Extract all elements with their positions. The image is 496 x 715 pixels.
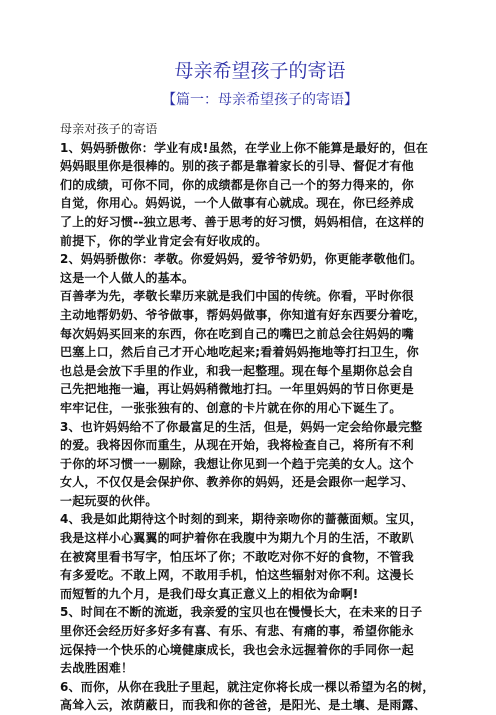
text-line: 2、妈妈骄傲你：孝敬。你爱妈妈，爱爷爷奶奶，你更能孝敬他们。 xyxy=(60,252,423,267)
text-line: 5、时间在不断的流逝，我亲爱的宝贝也在慢慢长大，在未来的日子 xyxy=(60,605,423,620)
text-line: 百善孝为先，孝敬长辈历来就是我们中国的传统。你看，平时你很 xyxy=(60,289,414,304)
text-line: 3、也许妈妈给不了你最富足的生活，但是，妈妈一定会给你最完整 xyxy=(60,419,423,434)
text-line: 也总是会放下手里的作业，和我一起整理。现在每个星期你总会自 xyxy=(60,363,414,378)
text-line: 高耸入云，浓荫蔽日，而我和你的爸爸，是阳光、是土壤、是雨露、 xyxy=(60,698,427,713)
text-line: 于你的坏习惯一一剔除，我想让你见到一个趋于完美的女人。这个 xyxy=(60,456,414,471)
document-title: 母亲希望孩子的寄语 xyxy=(174,60,346,82)
text-line: 有多爱吃。不敢上网，不敢用手机，怕这些辐射对你不利。这漫长 xyxy=(60,568,414,583)
text-line: 女人，不仅仅是会保护你、教养你的妈妈，还是会跟你一起学习、 xyxy=(60,475,414,490)
text-line: 己先把地拖一遍，再让妈妈稍微地打扫。一年里妈妈的节日你更是 xyxy=(60,382,414,397)
text-line: 6、而你，从你在我肚子里起，就注定你将长成一棵以希望为名的树， xyxy=(60,679,435,694)
text-line: 自觉，你用心。妈妈说，一个人做事有心就成。现在，你已经养成 xyxy=(60,196,414,211)
text-line: 每次妈妈买回来的东西，你在吃到自己的嘴巴之前总会往妈妈的嘴 xyxy=(60,326,414,341)
text-line: 了上的好习惯--独立思考、善于思考的好习惯，妈妈相信，在这样的 xyxy=(60,214,425,229)
text-line: 而短暂的九个月，是我们母女真正意义上的相依为命啊! xyxy=(60,586,359,601)
text-line: 4、我是如此期待这个时刻的到来，期待亲吻你的蔷薇面颊。宝贝， xyxy=(60,512,423,527)
document-subtitle: 【篇一：母亲希望孩子的寄语】 xyxy=(162,92,358,108)
text-line: 前提下，你的学业肯定会有好收成的。 xyxy=(60,233,268,248)
text-line: 在被窝里看书写字，怕压坏了你；不敢吃对你不好的食物，不管我 xyxy=(60,549,414,564)
document-body xyxy=(60,120,460,715)
text-line: 里你还会经历好多好多有喜、有乐、有悲、有痛的事，希望你能永 xyxy=(60,624,414,639)
text-line: 这是一个人做人的基本。 xyxy=(60,270,195,285)
text-line: 主动地帮奶奶、爷爷做事，帮妈妈做事，你知道有好东西要分着吃， xyxy=(60,307,427,322)
text-line: 远保持一个快乐的心境健康成长，我也会永远握着你的手同你一起 xyxy=(60,642,414,657)
text-line: 巴塞上口，然后自己才开心地吃起来;看着妈妈拖地等打扫卫生，你 xyxy=(60,345,419,360)
text-line: 一起玩耍的伙伴。 xyxy=(60,493,158,508)
text-line: 母亲对孩子的寄语 xyxy=(60,122,158,136)
text-line: 牢牢记住，一张张独有的、创意的卡片就在你的用心下诞生了。 xyxy=(60,400,402,415)
text-line: 我是这样小心翼翼的呵护着你在我腹中为期九个月的生活，不敢趴 xyxy=(60,531,414,546)
text-line: 去战胜困难！ xyxy=(60,661,134,676)
text-line: 1、妈妈骄傲你：学业有成!虽然，在学业上你不能算是最好的，但在 xyxy=(60,140,429,155)
text-line: 妈妈眼里你是很棒的。别的孩子都是靠着家长的引导、督促才有他 xyxy=(60,159,414,174)
text-line: 们的成绩，可你不同，你的成绩都是你自己一个的努力得来的，你 xyxy=(60,177,414,192)
text-line: 的爱。我将因你而重生，从现在开始，我将检查自己，将所有不利 xyxy=(60,438,414,453)
